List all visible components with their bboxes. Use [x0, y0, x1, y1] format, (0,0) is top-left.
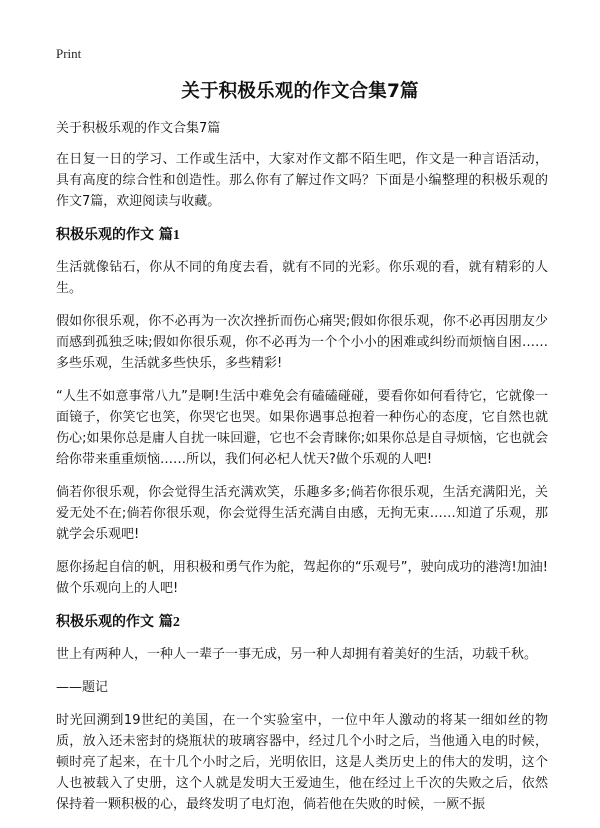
paragraph: 生活就像钻石，你从不同的角度去看，就有不同的光彩。你乐观的看，就有精彩的人生。 — [56, 260, 548, 296]
epigraph-attribution: ——题记 — [56, 680, 109, 695]
section-heading-2 — [56, 611, 548, 634]
section-heading-number: 1 — [172, 228, 180, 243]
intro-paragraph: 在日复一日的学习、工作或生活中，大家对作文都不陌生吧，作文是一种言语活动，具有高度的综合性和创造性。那么你有了解过作文吗？下面是小编整理的积极乐观的作文7篇，欢迎阅读与收藏。 — [56, 152, 548, 209]
paragraph: 假如你很乐观，你不必再为一次次挫折而伤心痛哭;假如你很乐观，你不必再因朋友少而感到孤独乏味;假如你很乐观，你不必再为一个个小小的困难或纠纷而烦恼自困……多些乐观，生活就多些快乐，多些精彩! — [56, 314, 548, 371]
article-body — [56, 118, 548, 827]
paragraph: “人生不如意事常八九”是啊!生活中难免会有磕磕碰碰，要看你如何看待它，它就像一面镜子，你笑它也笑，你哭它也哭。如果你遇事总抱着一种伤心的态度，它自然也就伤心;如果你总是庸人自扰一味回避，它也不会青睐你;如果你总是自寻烦恼，它也就会给你带来重重烦恼……所以，我们何必杞人忧天?做个乐观的人吧! — [56, 389, 548, 467]
page-title: 关于积极乐观的作文合集7篇 — [181, 81, 419, 102]
section-heading-text: 积极乐观的作文 篇 — [56, 614, 173, 630]
section-heading-number: 2 — [172, 615, 180, 630]
paragraph: 时光回溯到19世纪的美国，在一个实验室中，一位中年人激动的将某一细如丝的物质，放入还未密封的烧瓶状的玻璃容器中，经过几个小时之后，当他通入电的时候，顿时亮了起来，在十几个小时之后，光明依旧，这是人类历史上的伟大的发明，这个人也被载入了史册，这个人就是发明大王爱迪生，他在经过上千次的失败之后，依然保持着一颗积极的心，最终发明了电灯泡，倘若他在失败的时候，一厥不振 — [56, 713, 548, 812]
article-subtitle: 关于积极乐观的作文合集7篇 — [56, 121, 221, 136]
section-heading-text: 积极乐观的作文 篇 — [56, 227, 173, 243]
section-heading-1 — [56, 224, 548, 247]
paragraph: 倘若你很乐观，你会觉得生活充满欢笑，乐趣多多;倘若你很乐观，生活充满阳光，关爱无处不在;倘若你很乐观，你会觉得生活充满自由感，无拘无束……知道了乐观，那就学会乐观吧! — [56, 485, 548, 542]
paragraph: 世上有两种人，一种人一辈子一事无成，另一种人却拥有着美好的生活，功载千秋。 — [56, 647, 538, 662]
print-label: Print — [56, 46, 82, 61]
paragraph: 愿你扬起自信的帆，用积极和勇气作为舵，驾起你的“乐观号”，驶向成功的港湾!加油!做个乐观向上的人吧! — [56, 560, 548, 596]
